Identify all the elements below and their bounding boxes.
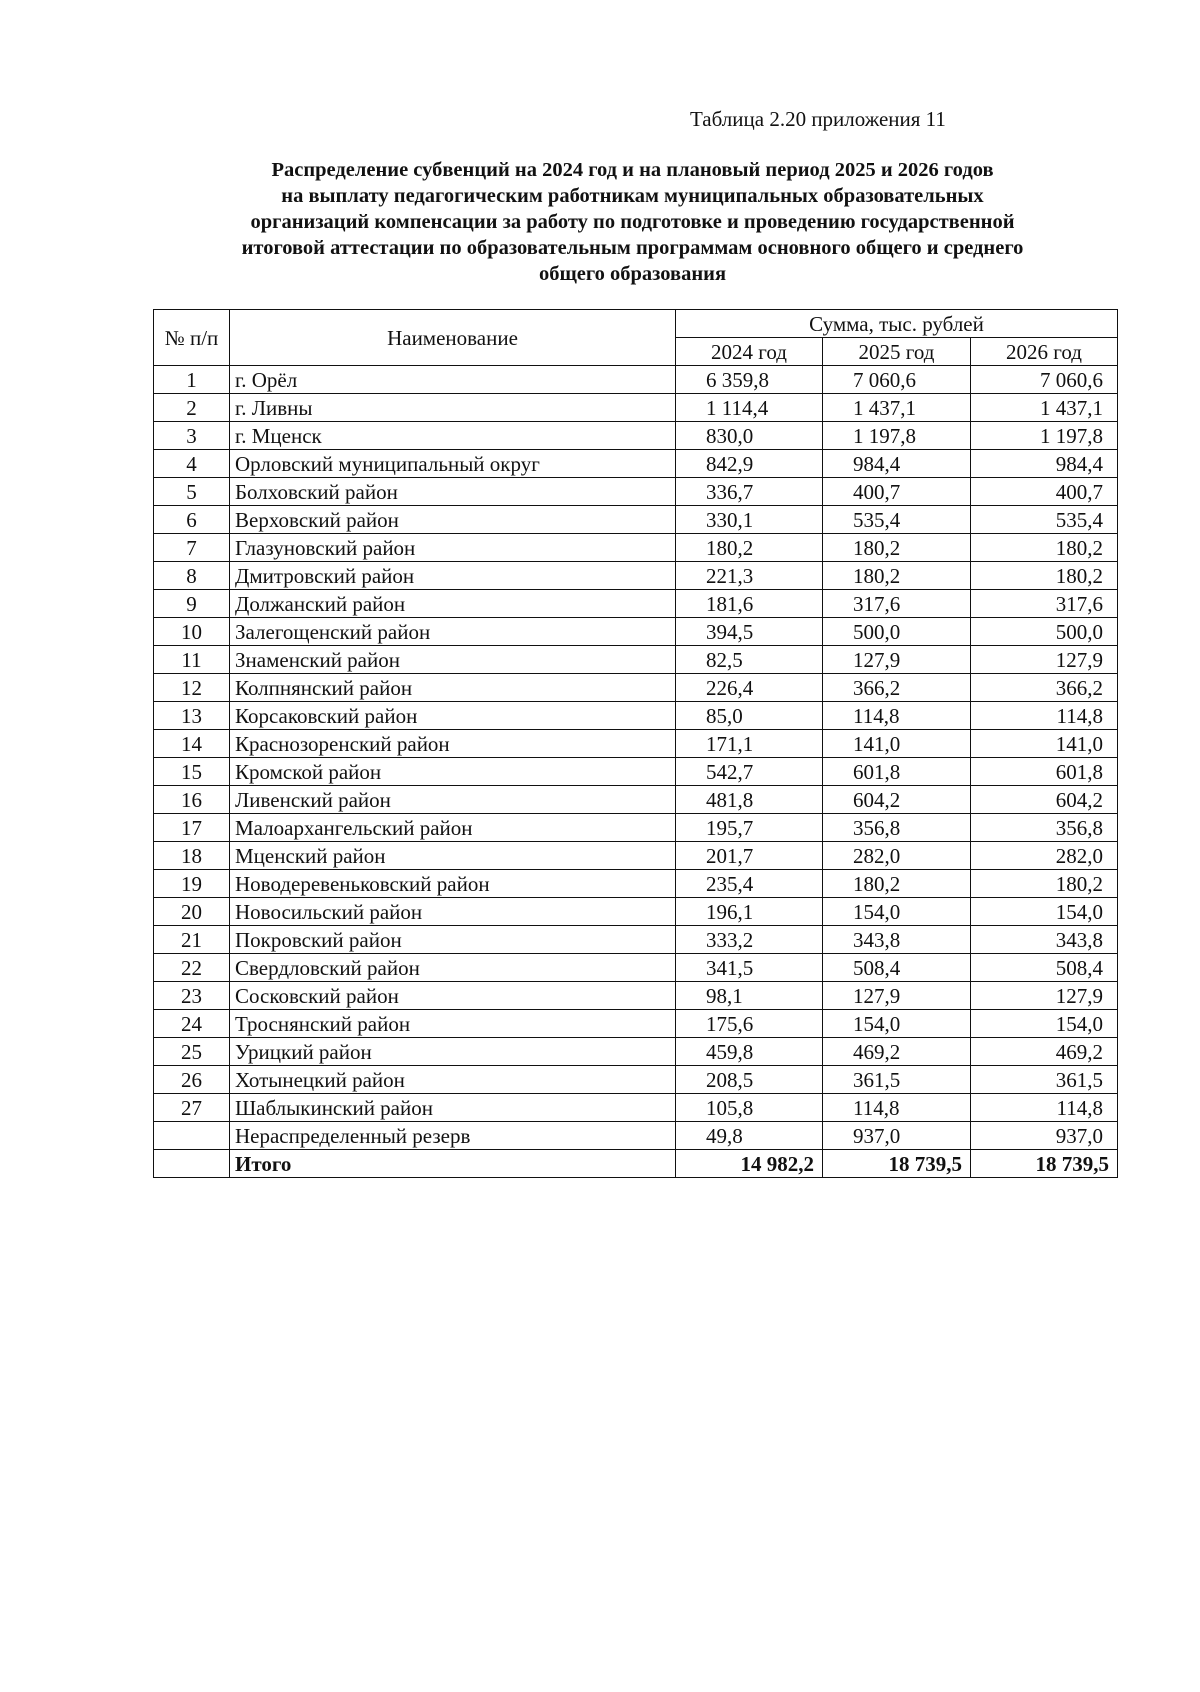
value-2025: 400,7: [823, 478, 971, 506]
row-name: Шаблыкинский район: [230, 1094, 676, 1122]
row-number: 7: [154, 534, 230, 562]
value-2024: 341,5: [676, 954, 823, 982]
value-2024: 201,7: [676, 842, 823, 870]
value-2026: 114,8: [971, 1094, 1118, 1122]
appendix-label: Таблица 2.20 приложения 11: [690, 107, 946, 131]
row-number: 18: [154, 842, 230, 870]
table-row: [154, 1038, 1118, 1066]
table-row: [154, 450, 1118, 478]
value-2025: 127,9: [823, 646, 971, 674]
value-2025: 601,8: [823, 758, 971, 786]
value-2024: 221,3: [676, 562, 823, 590]
row-number: 16: [154, 786, 230, 814]
row-number: 25: [154, 1038, 230, 1066]
total-label: Итого: [230, 1150, 676, 1178]
total-2026: 18 739,5: [971, 1150, 1118, 1178]
row-number: 17: [154, 814, 230, 842]
value-2024: 542,7: [676, 758, 823, 786]
table-row: [154, 1066, 1118, 1094]
row-name: Хотынецкий район: [230, 1066, 676, 1094]
value-2024: 226,4: [676, 674, 823, 702]
value-2026: 343,8: [971, 926, 1118, 954]
row-number: 22: [154, 954, 230, 982]
value-2026: 180,2: [971, 534, 1118, 562]
total-2024: 14 982,2: [676, 1150, 823, 1178]
total-number-cell: [154, 1150, 230, 1178]
row-name: Глазуновский район: [230, 534, 676, 562]
value-2026: 180,2: [971, 562, 1118, 590]
value-2024: 98,1: [676, 982, 823, 1010]
row-name: Должанский район: [230, 590, 676, 618]
row-name: Сосковский район: [230, 982, 676, 1010]
col-header-2025: 2025 год: [823, 338, 971, 366]
table-row: [154, 842, 1118, 870]
value-2024: 394,5: [676, 618, 823, 646]
value-2025: 937,0: [823, 1122, 971, 1150]
row-name: Залегощенский район: [230, 618, 676, 646]
value-2025: 535,4: [823, 506, 971, 534]
value-2026: 154,0: [971, 1010, 1118, 1038]
value-2026: 317,6: [971, 590, 1118, 618]
table-body: [154, 366, 1118, 1178]
row-name: Краснозоренский район: [230, 730, 676, 758]
row-name: Орловский муниципальный округ: [230, 450, 676, 478]
value-2026: 7 060,6: [971, 366, 1118, 394]
value-2025: 508,4: [823, 954, 971, 982]
value-2025: 317,6: [823, 590, 971, 618]
value-2024: 333,2: [676, 926, 823, 954]
value-2025: 1 197,8: [823, 422, 971, 450]
value-2025: 154,0: [823, 898, 971, 926]
row-name: г. Мценск: [230, 422, 676, 450]
value-2025: 469,2: [823, 1038, 971, 1066]
value-2026: 937,0: [971, 1122, 1118, 1150]
value-2026: 361,5: [971, 1066, 1118, 1094]
row-number: 5: [154, 478, 230, 506]
value-2024: 481,8: [676, 786, 823, 814]
row-number: 2: [154, 394, 230, 422]
value-2025: 500,0: [823, 618, 971, 646]
value-2026: 535,4: [971, 506, 1118, 534]
value-2024: 85,0: [676, 702, 823, 730]
title-line: организаций компенсации за работу по подготовке и проведению государственной: [250, 211, 1015, 233]
row-number: 19: [154, 870, 230, 898]
row-name: Малоархангельский район: [230, 814, 676, 842]
value-2026: 1 437,1: [971, 394, 1118, 422]
row-number: 6: [154, 506, 230, 534]
table-row: [154, 506, 1118, 534]
value-2024: 105,8: [676, 1094, 823, 1122]
value-2025: 114,8: [823, 702, 971, 730]
title-line: общего образования: [538, 263, 727, 285]
row-name: Дмитровский район: [230, 562, 676, 590]
value-2026: 356,8: [971, 814, 1118, 842]
title-line: Распределение субвенций на 2024 год и на плановый период 2025 и 2026 годов: [271, 159, 994, 181]
subsidy-table: [153, 309, 1118, 1178]
value-2024: 82,5: [676, 646, 823, 674]
value-2026: 984,4: [971, 450, 1118, 478]
table-row: [154, 982, 1118, 1010]
value-2024: 6 359,8: [676, 366, 823, 394]
row-number: 21: [154, 926, 230, 954]
table-row: [154, 730, 1118, 758]
value-2026: 508,4: [971, 954, 1118, 982]
table-row: [154, 1010, 1118, 1038]
row-name: Корсаковский район: [230, 702, 676, 730]
table-row: [154, 562, 1118, 590]
row-number: 1: [154, 366, 230, 394]
row-name: г. Орёл: [230, 366, 676, 394]
row-number: 4: [154, 450, 230, 478]
value-2025: 7 060,6: [823, 366, 971, 394]
title-line: итоговой аттестации по образовательным программам основного общего и среднего: [241, 237, 1024, 259]
value-2024: 195,7: [676, 814, 823, 842]
row-name: Новодеревеньковский район: [230, 870, 676, 898]
table-row: [154, 422, 1118, 450]
table-row: [154, 534, 1118, 562]
value-2025: 180,2: [823, 534, 971, 562]
table-row: [154, 394, 1118, 422]
value-2025: 984,4: [823, 450, 971, 478]
row-name: Новосильский район: [230, 898, 676, 926]
table-row: [154, 814, 1118, 842]
table-row: [154, 478, 1118, 506]
value-2024: 171,1: [676, 730, 823, 758]
value-2026: 127,9: [971, 646, 1118, 674]
value-2025: 604,2: [823, 786, 971, 814]
value-2026: 500,0: [971, 618, 1118, 646]
row-number: 20: [154, 898, 230, 926]
table-row: [154, 618, 1118, 646]
value-2024: 336,7: [676, 478, 823, 506]
value-2026: 282,0: [971, 842, 1118, 870]
col-header-sum: Сумма, тыс. рублей: [676, 310, 1118, 338]
row-name: Знаменский район: [230, 646, 676, 674]
value-2025: 154,0: [823, 1010, 971, 1038]
table-row: [154, 646, 1118, 674]
value-2024: 1 114,4: [676, 394, 823, 422]
table-row: [154, 674, 1118, 702]
total-2025: 18 739,5: [823, 1150, 971, 1178]
value-2026: 154,0: [971, 898, 1118, 926]
col-header-2026: 2026 год: [971, 338, 1118, 366]
row-name: Ливенский район: [230, 786, 676, 814]
value-2025: 127,9: [823, 982, 971, 1010]
value-2024: 330,1: [676, 506, 823, 534]
row-number: 9: [154, 590, 230, 618]
value-2025: 180,2: [823, 870, 971, 898]
row-number: 3: [154, 422, 230, 450]
row-name: Покровский район: [230, 926, 676, 954]
value-2025: 282,0: [823, 842, 971, 870]
value-2024: 49,8: [676, 1122, 823, 1150]
row-number: 26: [154, 1066, 230, 1094]
row-name: Колпнянский район: [230, 674, 676, 702]
value-2024: 235,4: [676, 870, 823, 898]
row-number: 10: [154, 618, 230, 646]
row-number: 15: [154, 758, 230, 786]
row-name: г. Ливны: [230, 394, 676, 422]
value-2025: 141,0: [823, 730, 971, 758]
value-2025: 114,8: [823, 1094, 971, 1122]
value-2026: 601,8: [971, 758, 1118, 786]
col-header-2024: 2024 год: [676, 338, 823, 366]
col-header-name: Наименование: [230, 310, 676, 366]
value-2025: 361,5: [823, 1066, 971, 1094]
row-name: Нераспределенный резерв: [230, 1122, 676, 1150]
value-2026: 469,2: [971, 1038, 1118, 1066]
value-2024: 842,9: [676, 450, 823, 478]
col-header-number: № п/п: [154, 310, 230, 366]
table-row: [154, 702, 1118, 730]
value-2024: 175,6: [676, 1010, 823, 1038]
row-name: Свердловский район: [230, 954, 676, 982]
table-row: [154, 366, 1118, 394]
value-2025: 180,2: [823, 562, 971, 590]
table-row: [154, 870, 1118, 898]
table-row: [154, 926, 1118, 954]
value-2025: 1 437,1: [823, 394, 971, 422]
value-2025: 356,8: [823, 814, 971, 842]
value-2026: 114,8: [971, 702, 1118, 730]
row-name: Верховский район: [230, 506, 676, 534]
table-row: [154, 1094, 1118, 1122]
value-2026: 1 197,8: [971, 422, 1118, 450]
table-row: [154, 758, 1118, 786]
value-2025: 366,2: [823, 674, 971, 702]
row-name: Урицкий район: [230, 1038, 676, 1066]
row-number: [154, 1122, 230, 1150]
table-header-row: [154, 310, 1118, 338]
table-row: [154, 898, 1118, 926]
table-row: [154, 590, 1118, 618]
table-row: [154, 786, 1118, 814]
row-number: 8: [154, 562, 230, 590]
value-2025: 343,8: [823, 926, 971, 954]
row-number: 14: [154, 730, 230, 758]
row-number: 13: [154, 702, 230, 730]
row-name: Мценский район: [230, 842, 676, 870]
value-2026: 127,9: [971, 982, 1118, 1010]
value-2024: 830,0: [676, 422, 823, 450]
total-row: [154, 1150, 1118, 1178]
row-name: Троснянский район: [230, 1010, 676, 1038]
value-2024: 196,1: [676, 898, 823, 926]
row-name: Болховский район: [230, 478, 676, 506]
row-number: 27: [154, 1094, 230, 1122]
row-number: 11: [154, 646, 230, 674]
value-2024: 181,6: [676, 590, 823, 618]
value-2026: 366,2: [971, 674, 1118, 702]
row-number: 23: [154, 982, 230, 1010]
document-title: [150, 157, 1115, 287]
value-2026: 180,2: [971, 870, 1118, 898]
value-2024: 208,5: [676, 1066, 823, 1094]
table-row: [154, 954, 1118, 982]
row-name: Кромской район: [230, 758, 676, 786]
table-row: [154, 1122, 1118, 1150]
value-2024: 180,2: [676, 534, 823, 562]
title-line: на выплату педагогическим работникам муниципальных образовательных: [281, 185, 984, 207]
value-2026: 604,2: [971, 786, 1118, 814]
row-number: 24: [154, 1010, 230, 1038]
value-2026: 141,0: [971, 730, 1118, 758]
row-number: 12: [154, 674, 230, 702]
value-2026: 400,7: [971, 478, 1118, 506]
value-2024: 459,8: [676, 1038, 823, 1066]
